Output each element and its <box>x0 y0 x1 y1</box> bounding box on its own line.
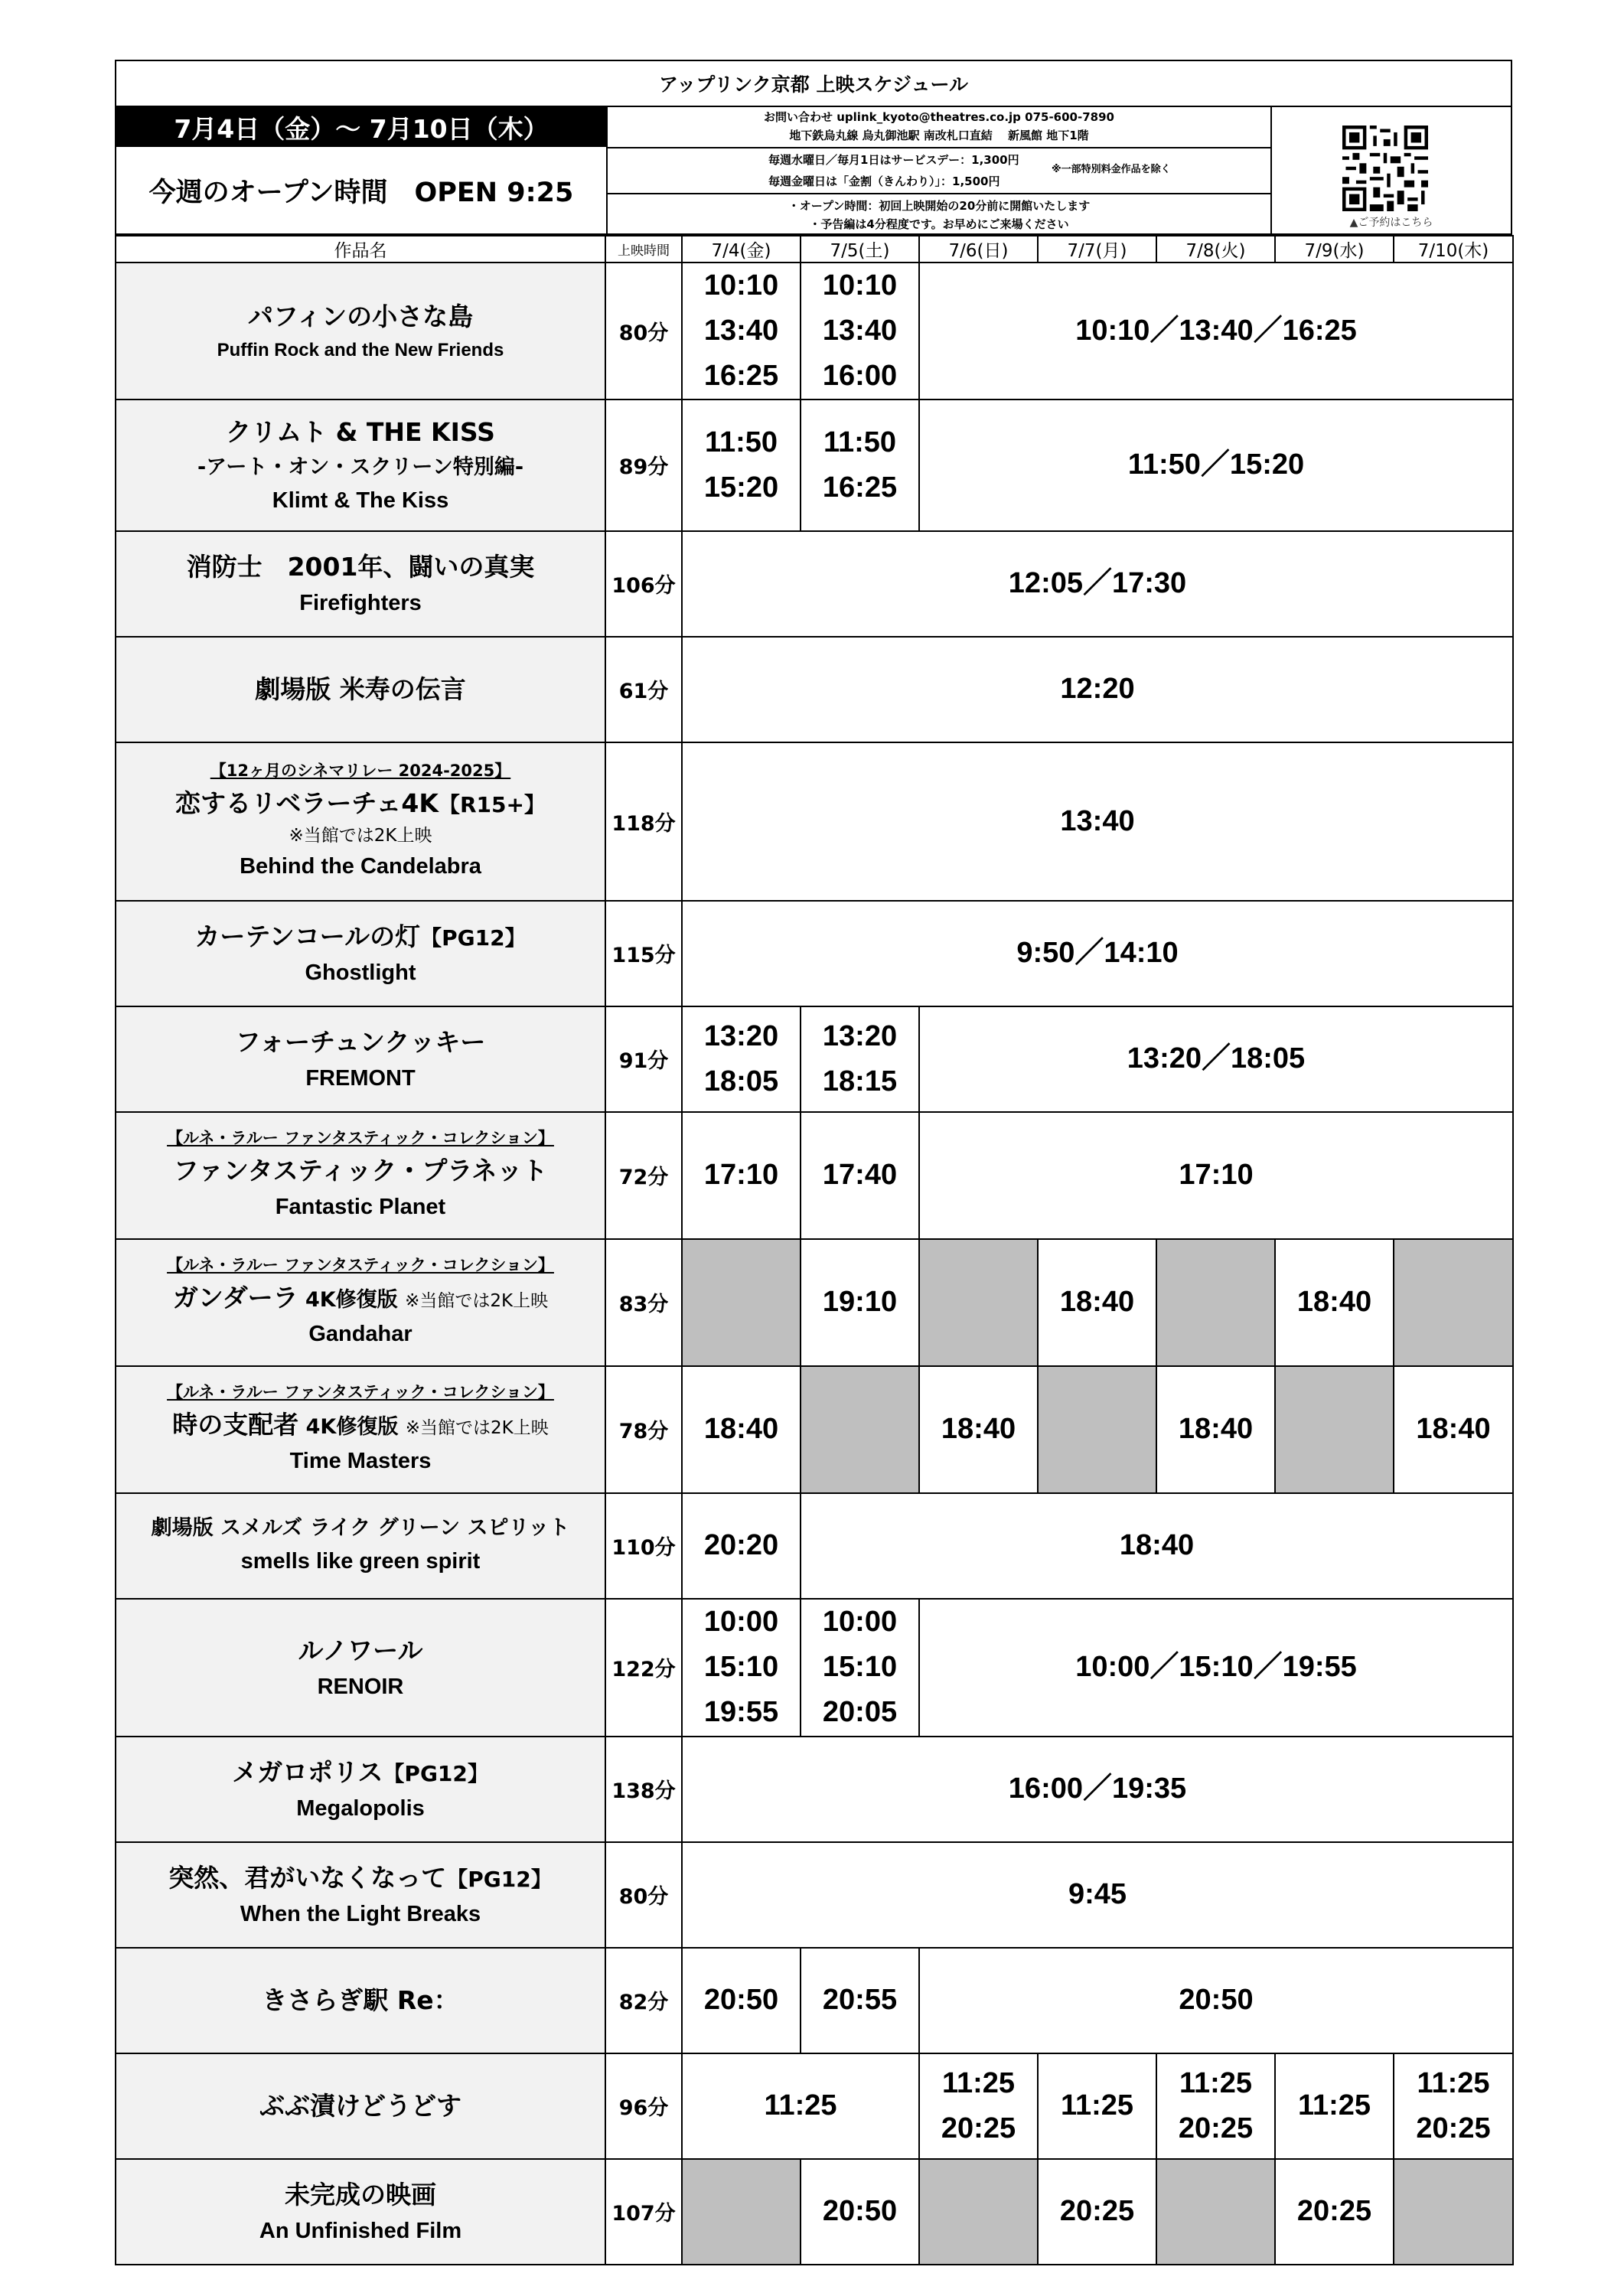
table-row <box>116 742 1513 901</box>
runtime-cell: 138分 <box>605 1737 682 1842</box>
film-title-ja: フォーチュンクッキー <box>235 1026 486 1057</box>
film-title-cell <box>116 742 605 901</box>
no-showing-cell <box>1275 1366 1394 1493</box>
film-title-ja: ルノワール <box>298 1635 423 1665</box>
showtime-cell: 20:50 <box>682 1948 801 2053</box>
showtime-cell: 9:45 <box>682 1842 1513 1948</box>
showtime-cell: 17:10 <box>919 1112 1513 1239</box>
showtime-cell: 18:40 <box>801 1493 1513 1599</box>
film-title-en: An Unfinished Film <box>259 2218 462 2243</box>
showtime-cell: 13:40 <box>682 742 1513 901</box>
film-rating: 【R15+】 <box>438 791 546 817</box>
film-title-en: Gandahar <box>308 1322 413 1347</box>
showtime-cell: 11:25 <box>1275 2053 1394 2159</box>
runtime-cell: 96分 <box>605 2053 682 2159</box>
film-rating: 【PG12】 <box>383 1760 489 1786</box>
schedule-table <box>115 235 1514 2265</box>
qr-code-icon[interactable] <box>1342 126 1428 211</box>
schedule-sheet <box>115 60 1512 2243</box>
runtime-cell: 80分 <box>605 263 682 400</box>
showtime-cell: 13:20 18:05 <box>682 1006 801 1112</box>
film-series: 【ルネ・ラルー ファンタスティック・コレクション】 <box>167 1256 554 1275</box>
table-row <box>116 1842 1513 1948</box>
showtime-cell: 11:25 <box>682 2053 919 2159</box>
table-header-row <box>116 236 1513 263</box>
runtime-cell: 110分 <box>605 1493 682 1599</box>
service-day: 毎週水曜日／毎月1日はサービスデー：1,300円 <box>768 153 1019 167</box>
no-showing-cell <box>1394 2159 1513 2265</box>
day-header: 7/6(日) <box>919 236 1038 263</box>
film-title-en: Behind the Candelabra <box>240 854 481 879</box>
day-header: 7/10(木) <box>1394 236 1513 263</box>
film-title-ja: 未完成の映画 <box>285 2179 436 2210</box>
table-row <box>116 637 1513 742</box>
table-row <box>116 1366 1513 1493</box>
open-note: ・オープン時間：初回上映開始の20分前に開館いたします <box>788 199 1091 213</box>
showtime-cell: 20:50 <box>801 2159 919 2265</box>
showtime-cell: 11:50 15:20 <box>682 400 801 531</box>
film-series: 【ルネ・ラルー ファンタスティック・コレクション】 <box>167 1383 554 1402</box>
col-runtime-header: 上映時間 <box>605 236 682 263</box>
film-title-cell <box>116 1737 605 1842</box>
contact-info: お問い合わせ uplink_kyoto@theatres.co.jp 075-600-7890 <box>764 110 1114 124</box>
header <box>115 60 1512 235</box>
table-row <box>116 263 1513 400</box>
day-header: 7/8(火) <box>1156 236 1275 263</box>
showtime-cell: 18:40 <box>682 1366 801 1493</box>
showtime-cell: 12:20 <box>682 637 1513 742</box>
runtime-cell: 61分 <box>605 637 682 742</box>
film-title-ja: 突然、君がいなくなって【PG12】 <box>168 1862 553 1893</box>
table-row <box>116 1493 1513 1599</box>
film-title-cell <box>116 263 605 400</box>
film-title-cell <box>116 400 605 531</box>
showtime-cell: 20:55 <box>801 1948 919 2053</box>
no-showing-cell <box>682 1239 801 1366</box>
no-showing-cell <box>1038 1366 1156 1493</box>
film-subtitle: -アート・オン・スクリーン特別編- <box>197 455 524 479</box>
film-note: ※当館では2K上映 <box>405 1290 549 1311</box>
showtime-cell: 10:10 13:40 16:00 <box>801 263 919 400</box>
showtime-cell: 20:50 <box>919 1948 1513 2053</box>
runtime-cell: 82分 <box>605 1948 682 2053</box>
film-title-cell <box>116 531 605 637</box>
runtime-cell: 80分 <box>605 1842 682 1948</box>
runtime-cell: 107分 <box>605 2159 682 2265</box>
film-title-en: Megalopolis <box>296 1795 425 1821</box>
no-showing-cell <box>682 2159 801 2265</box>
film-title-cell <box>116 1112 605 1239</box>
film-title-cell <box>116 1239 605 1366</box>
showtime-cell: 10:00 15:10 19:55 <box>682 1599 801 1737</box>
showtime-cell: 20:20 <box>682 1493 801 1599</box>
showtime-cell: 10:00 15:10 20:05 <box>801 1599 919 1737</box>
runtime-cell: 115分 <box>605 901 682 1006</box>
date-range: 7月4日（金）～ 7月10日（木） <box>116 107 606 147</box>
showtime-cell: 11:25 20:25 <box>919 2053 1038 2159</box>
showtime-cell: 20:25 <box>1038 2159 1156 2265</box>
no-showing-cell <box>1156 1239 1275 1366</box>
film-rating: 【PG12】 <box>420 925 527 951</box>
kinwari-info: 毎週金曜日は「金割（きんわり）」：1,500円 <box>768 174 1000 188</box>
film-title-en: Time Masters <box>289 1449 432 1474</box>
film-title-cell <box>116 1842 605 1948</box>
day-header: 7/5(土) <box>801 236 919 263</box>
film-title-cell <box>116 1366 605 1493</box>
film-title-ja: ファンタスティック・プラネット <box>173 1155 548 1186</box>
film-title-en: Firefighters <box>299 590 422 615</box>
film-title-cell <box>116 901 605 1006</box>
table-row <box>116 1948 1513 2053</box>
price-note: ※一部特別料金作品を除く <box>1052 164 1171 175</box>
showtime-cell: 17:10 <box>682 1112 801 1239</box>
showtime-cell: 17:40 <box>801 1112 919 1239</box>
qr-panel <box>1272 107 1511 235</box>
showtime-cell: 11:50／15:20 <box>919 400 1513 531</box>
film-title-ja: パフィンの小さな島 <box>247 302 474 332</box>
no-showing-cell <box>919 1239 1038 1366</box>
film-title-ja: 劇場版 スメルズ ライク グリーン スピリット <box>151 1516 570 1541</box>
runtime-cell: 89分 <box>605 400 682 531</box>
day-header: 7/9(水) <box>1275 236 1394 263</box>
showtime-cell: 13:20 18:15 <box>801 1006 919 1112</box>
table-row <box>116 1599 1513 1737</box>
open-time: 今週のオープン時間 OPEN 9:25 <box>148 177 574 208</box>
day-header: 7/4(金) <box>682 236 801 263</box>
film-title-ja: 時の支配者 4K修復版 ※当館では2K上映 <box>172 1409 549 1440</box>
access-info: 地下鉄烏丸線 烏丸御池駅 南改札口直結 新風館 地下1階 <box>789 129 1089 142</box>
film-title-ja: 消防士 2001年、闘いの真実 <box>186 551 535 582</box>
showtime-cell: 9:50／14:10 <box>682 901 1513 1006</box>
showtime-cell: 11:50 16:25 <box>801 400 919 531</box>
film-title-cell <box>116 2053 605 2159</box>
showtime-cell: 10:10 13:40 16:25 <box>682 263 801 400</box>
table-row <box>116 1737 1513 1842</box>
showtime-cell: 18:40 <box>1394 1366 1513 1493</box>
film-edition: 4K修復版 <box>298 1287 406 1312</box>
runtime-cell: 122分 <box>605 1599 682 1737</box>
showtime-cell: 20:25 <box>1275 2159 1394 2265</box>
table-row <box>116 400 1513 531</box>
showtime-cell: 10:10／13:40／16:25 <box>919 263 1513 400</box>
film-note: ※当館では2K上映 <box>405 1417 549 1438</box>
runtime-cell: 83分 <box>605 1239 682 1366</box>
film-title-cell <box>116 637 605 742</box>
film-title-en: Fantastic Planet <box>275 1195 446 1220</box>
qr-label: ▲ご予約はこちら <box>1349 217 1433 229</box>
no-showing-cell <box>1394 1239 1513 1366</box>
table-row <box>116 901 1513 1006</box>
showtime-cell: 18:40 <box>1038 1239 1156 1366</box>
day-header: 7/7(月) <box>1038 236 1156 263</box>
showtime-cell: 18:40 <box>1156 1366 1275 1493</box>
table-row <box>116 531 1513 637</box>
film-series: 【12ヶ月のシネマリレー 2024-2025】 <box>210 762 511 781</box>
table-row <box>116 1112 1513 1239</box>
showtime-cell: 12:05／17:30 <box>682 531 1513 637</box>
film-series: 【ルネ・ラルー ファンタスティック・コレクション】 <box>167 1129 554 1148</box>
film-title-en: Ghostlight <box>305 960 416 985</box>
film-title-ja: クリムト & THE KISS <box>226 416 495 447</box>
showtime-cell: 11:25 20:25 <box>1156 2053 1275 2159</box>
showtime-cell: 11:25 20:25 <box>1394 2053 1513 2159</box>
showtime-cell: 16:00／19:35 <box>682 1737 1513 1842</box>
showtime-cell: 11:25 <box>1038 2053 1156 2159</box>
table-row <box>116 2053 1513 2159</box>
no-showing-cell <box>1156 2159 1275 2265</box>
film-title-ja: メガロポリス【PG12】 <box>232 1756 489 1787</box>
table-row <box>116 1239 1513 1366</box>
runtime-cell: 118分 <box>605 742 682 901</box>
film-title-ja: きさらぎ駅 Re： <box>262 1985 459 2016</box>
film-title-ja: 劇場版 米寿の伝言 <box>255 674 466 705</box>
film-note: ※当館では2K上映 <box>289 825 432 846</box>
runtime-cell: 106分 <box>605 531 682 637</box>
runtime-cell: 91分 <box>605 1006 682 1112</box>
no-showing-cell <box>919 2159 1038 2265</box>
film-title-cell <box>116 1006 605 1112</box>
showtime-cell: 13:20／18:05 <box>919 1006 1513 1112</box>
runtime-cell: 78分 <box>605 1366 682 1493</box>
showtime-cell: 19:10 <box>801 1239 919 1366</box>
film-title-cell <box>116 1948 605 2053</box>
showtime-cell: 10:00／15:10／19:55 <box>919 1599 1513 1737</box>
trailer-note: ・予告編は4分程度です。お早めにご来場ください <box>809 217 1069 231</box>
no-showing-cell <box>801 1366 919 1493</box>
film-title-en: FREMONT <box>305 1065 416 1091</box>
showtime-cell: 18:40 <box>1275 1239 1394 1366</box>
film-edition: 4K修復版 <box>298 1414 406 1439</box>
film-title-cell <box>116 2159 605 2265</box>
film-title-en: RENOIR <box>317 1674 404 1699</box>
runtime-cell: 72分 <box>605 1112 682 1239</box>
info-panel <box>606 107 1272 235</box>
table-row <box>116 1006 1513 1112</box>
col-title-header: 作品名 <box>116 236 605 263</box>
film-title-cell <box>116 1493 605 1599</box>
table-row <box>116 2159 1513 2265</box>
film-title-ja: カーテンコールの灯【PG12】 <box>194 921 527 951</box>
film-title-ja: ぶぶ漬けどうどす <box>259 2091 461 2122</box>
film-title-en: Puffin Rock and the New Friends <box>217 340 504 361</box>
film-title-ja: ガンダーラ 4K修復版 ※当館では2K上映 <box>172 1282 549 1313</box>
film-title-en: When the Light Breaks <box>240 1901 481 1926</box>
film-title-en: smells like green spirit <box>240 1549 481 1574</box>
film-title-cell <box>116 1599 605 1737</box>
film-title-ja: 恋するリベラーチェ4K【R15+】 <box>175 788 546 818</box>
film-title-en: Klimt & The Kiss <box>272 488 449 513</box>
showtime-cell: 18:40 <box>919 1366 1038 1493</box>
film-rating: 【PG12】 <box>446 1866 553 1892</box>
page-title: アップリンク京都 上映スケジュール <box>116 61 1511 107</box>
